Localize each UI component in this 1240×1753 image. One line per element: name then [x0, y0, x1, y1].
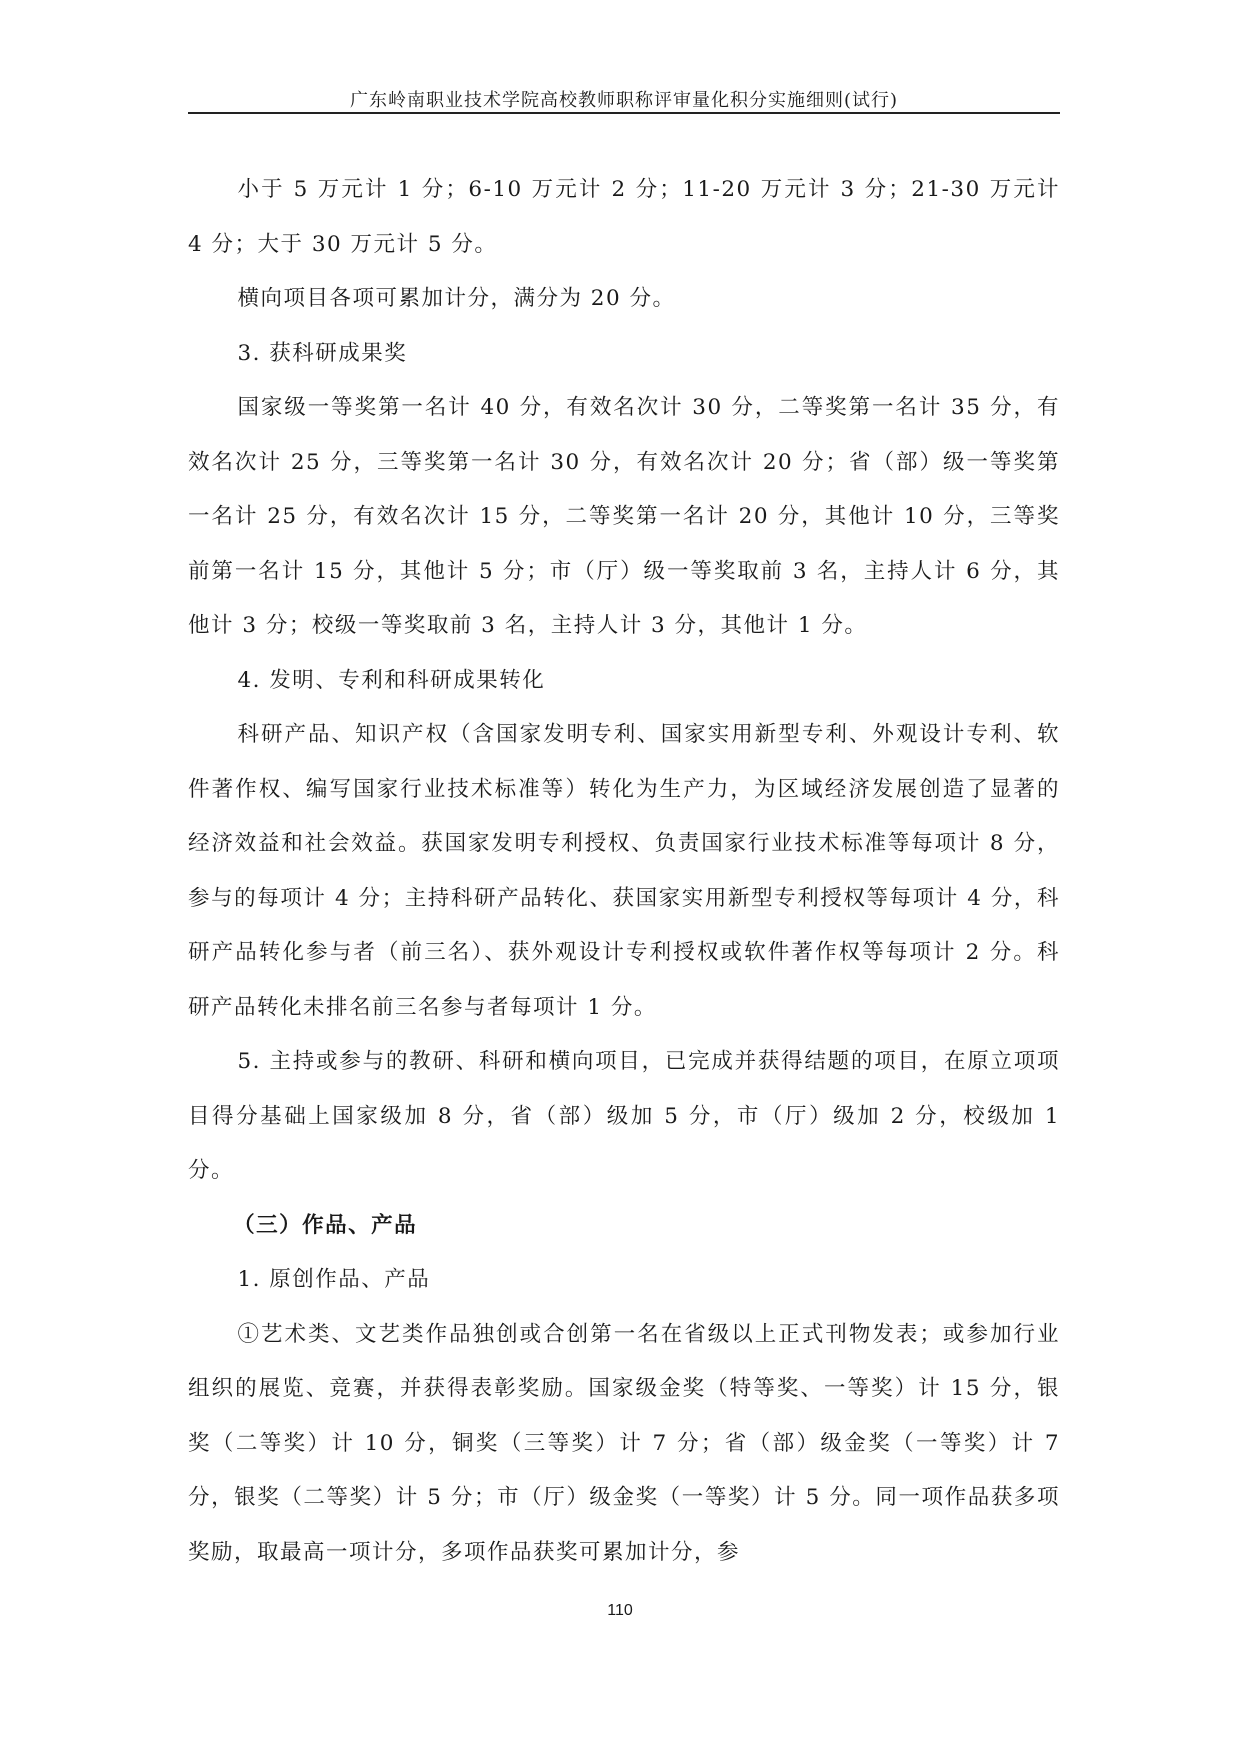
paragraph-research-awards: 国家级一等奖第一名计 40 分，有效名次计 30 分，二等奖第一名计 35 分，有效名次计 25 分，三等奖第一名计 30 分，有效名次计 20 分；省（部）级一等奖第一名计 25 分，有效名次计 15 分，二等奖第一名计 20 分，其他计 10 分，三等奖前第一名计 15 分，其他计 5 分；市（厅）级一等奖取前 3 名，主持人计 6 分，其他计 3 分；校级一等奖取前 3 名，主持人计 3 分，其他计 1 分。	[188, 395, 1060, 638]
page-number: 110	[607, 1602, 633, 1619]
paragraph-project-completion: 5. 主持或参与的教研、科研和横向项目，已完成并获得结题的项目，在原立项项目得分基础上国家级加 8 分，省（部）级加 5 分，市（厅）级加 2 分，校级加 1 分。	[188, 1049, 1060, 1183]
paragraph-horizontal-projects: 横向项目各项可累加计分，满分为 20 分。	[237, 286, 676, 311]
header-rule	[188, 112, 1060, 114]
section-inventions-patents: 4. 发明、专利和科研成果转化	[237, 667, 546, 693]
paragraph-art-works: ①艺术类、文艺类作品独创或合创第一名在省级以上正式刊物发表；或参加行业组织的展览、竞赛，并获得表彰奖励。国家级金奖（特等奖、一等奖）计 15 分，银奖（二等奖）计 10 分，铜奖（三等奖）计 7 分；省（部）级金奖（一等奖）计 7 分，银奖（二等奖）计 5 分；市（厅）级金奖（一等奖）计 5 分。同一项作品获多项奖励，取最高一项计分，多项作品获奖可累加计分，参	[188, 1321, 1060, 1565]
paragraph-inventions-patents: 科研产品、知识产权（含国家发明专利、国家实用新型专利、外观设计专利、软件著作权、编写国家行业技术标准等）转化为生产力，为区域经济发展创造了显著的经济效益和社会效益。获国家发明专利授权、负责国家行业技术标准等每项计 8 分，参与的每项计 4 分；主持科研产品转化、获国家实用新型专利授权等每项计 4 分，科研产品转化参与者（前三名）、获外观设计专利授权或软件著作权等每项计 2 分。科研产品转化未排名前三名参与者每项计 1 分。	[188, 722, 1060, 1020]
section-research-awards: 3. 获科研成果奖	[237, 340, 408, 366]
paragraph-amount-scoring: 小于 5 万元计 1 分；6-10 万元计 2 分；11-20 万元计 3 分；21-30 万元计 4 分；大于 30 万元计 5 分。	[188, 177, 1060, 257]
running-header: 广东岭南职业技术学院高校教师职称评审量化积分实施细则(试行)	[349, 90, 899, 111]
heading-works-products: （三）作品、产品	[233, 1212, 418, 1238]
section-original-works: 1. 原创作品、产品	[237, 1267, 431, 1292]
document-body	[188, 163, 1060, 1580]
